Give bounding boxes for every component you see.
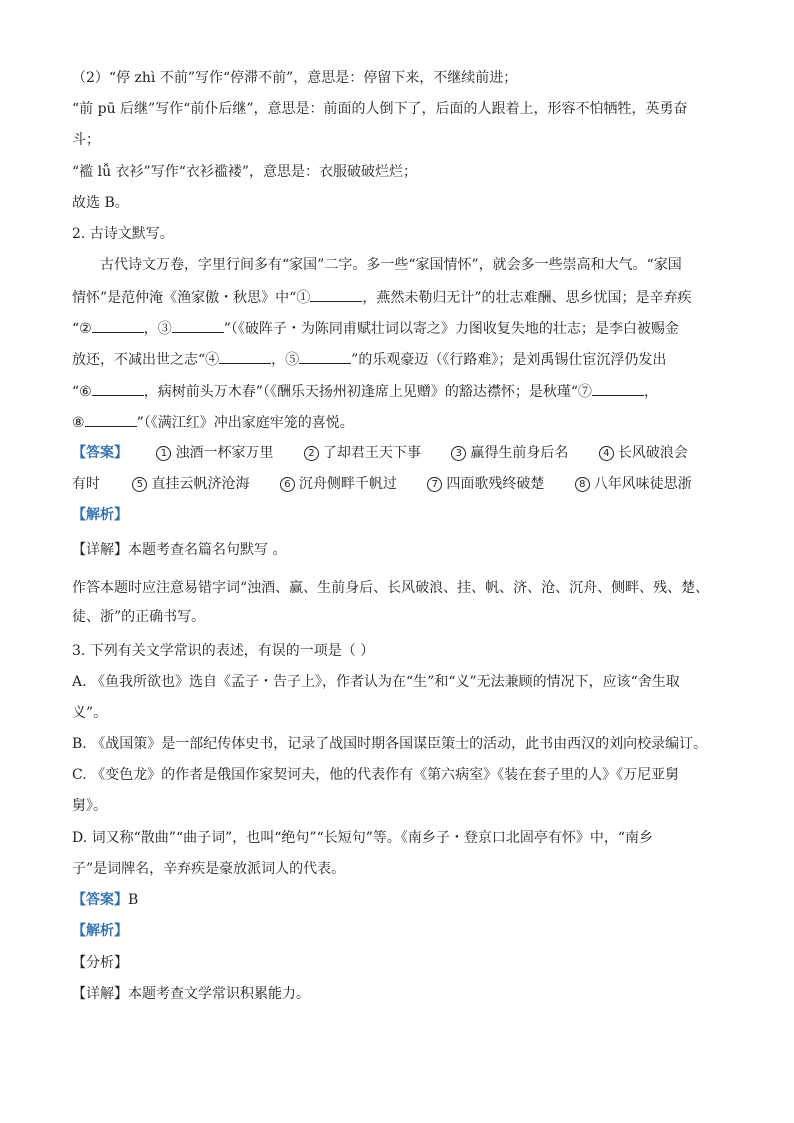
text-line [72,381,658,402]
text-span: ，燕然未勒归无计”的壮志难酬、思乡忧国；是辛弃疾 [362,290,692,306]
circled-number: 8 [575,477,590,492]
text-line: 故选 B。 [72,195,129,211]
answer-text: 赢得生前身后名 [470,445,569,461]
text-span: 情怀”是范仲淹《渔家傲・秋思》中“① [72,290,311,306]
detail-tag: 【详解】 [72,542,128,558]
option-d: D. 词又称“散曲”“曲子词”，也叫“绝句”“长短句”等。《南乡子・登京口北固亭有怀》中，“南乡 [72,830,654,846]
detail-text: 本题考查文学常识积累能力。 [128,986,310,1002]
fill-blank [219,349,271,364]
text-span: ”（《破阵子・为陈同甫赋壮词以寄之》力图收复失地的壮志；是李白被赐金 [223,321,679,337]
answer-item [156,443,273,463]
circled-number: 6 [280,477,295,492]
answer-text: 了却君王天下事 [322,445,421,461]
answer-item [280,474,397,494]
text-span: ，③ [143,321,172,337]
text-line: 徒、浙”的正确书写。 [72,609,206,625]
answer-text: 浊酒一杯家万里 [175,445,274,461]
answer-text: B [128,892,139,908]
text-span: “⑥ [72,384,92,400]
answer-item [304,443,421,463]
fill-blank [92,318,144,333]
text-line: 斗； [72,132,100,148]
circled-number: 2 [304,446,319,461]
fill-blank [299,349,351,364]
answer-text: 直挂云帆济沧海 [151,476,250,492]
circled-number: 1 [156,446,171,461]
fill-blank [92,381,144,396]
answer-item [451,443,568,463]
text-line [72,984,310,1004]
answer-item [575,476,692,492]
text-line [72,318,679,339]
text-line [72,349,666,370]
circled-number: 4 [599,446,614,461]
answer-tag: 【答案】 [72,445,128,461]
answer-text: 有时 [72,476,100,492]
analysis-tag: 【解析】 [72,923,128,939]
answer-line [72,443,688,463]
text-line: （2）“停 zhì 不前”写作“停滞不前”，意思是：停留下来，不继续前进； [72,70,518,86]
text-span: 放还，不减出世之志“④ [72,352,220,368]
answer-item [132,474,249,494]
text-span: ， [644,384,659,400]
text-span: ”（《满江红》冲出家庭牢笼的喜悦。 [136,415,354,431]
text-line [72,412,354,433]
text-line: 古代诗文万卷，字里行间多有“家国”二字。多一些“家国情怀”，就会多一些崇高和大气。“家国 [100,257,682,273]
answer-text: 八年风味徒思浙 [593,476,692,492]
question-title: 2. 古诗文默写。 [72,226,174,242]
answer-item [427,474,544,494]
text-line: “褴 lǚ 衣衫”写作“衣衫褴褛”，意思是：衣服破破烂烂； [72,164,418,180]
circled-number: 3 [451,446,466,461]
fill-blank [172,318,224,333]
answer-item [599,445,688,461]
option-c: C. 《变色龙》的作者是俄国作家契诃夫，他的代表作有《第六病室》《装在套子里的人》《万尼亚舅 [72,767,680,783]
option-c-cont: 舅》。 [72,798,107,814]
analysis-sub-tag: 【分析】 [72,955,128,971]
text-span: ，⑤ [271,352,300,368]
answer-line [72,474,692,494]
fill-blank [85,412,137,427]
circled-number: 5 [132,477,147,492]
answer-line [72,890,138,910]
answer-text: 四面歌残终破楚 [446,476,545,492]
text-line: 作答本题时应注意易错字词“浊酒、赢、生前身后、长风破浪、挂、帆、济、沧、沉舟、侧畔、残、楚、 [72,580,710,596]
text-line [72,540,286,560]
question-title: 3. 下列有关文学常识的表述，有误的一项是（ ） [72,643,375,659]
option-a: A. 《鱼我所欲也》选自《孟子・告子上》，作者认为在“生”和“义”无法兼顾的情况下，应该“舍生取 [72,674,680,690]
detail-tag: 【详解】 [72,986,128,1002]
answer-tag: 【答案】 [72,892,128,908]
answer-text: 沉舟侧畔千帆过 [298,476,397,492]
text-line: “前 pū 后继”写作“前仆后继”，意思是：前面的人倒下了，后面的人跟着上，形容不怕牺牲，英勇奋 [72,101,688,117]
analysis-tag: 【解析】 [72,507,128,523]
text-span: ⑧ [72,415,85,431]
detail-text: 本题考查名篇名句默写 。 [128,542,287,558]
option-d-cont: 子”是词牌名，辛弃疾是豪放派词人的代表。 [72,861,346,877]
answer-text: 长风破浪会 [617,445,688,461]
text-line [72,287,691,308]
text-span: “② [72,321,92,337]
option-a-cont: 义”。 [72,705,108,721]
option-b: B. 《战国策》是一部纪传体史书，记录了战国时期各国谋臣策士的活动，此书由西汉的刘向校录编订。 [72,736,708,752]
text-span: ，病树前头万木春”（《酬乐天扬州初逢席上见赠》的豁达襟怀；是秋瑾“⑦ [143,384,593,400]
fill-blank [592,381,644,396]
circled-number: 7 [427,477,442,492]
fill-blank [310,287,362,302]
text-span: ”的乐观豪迈（《行路难》；是刘禹锡仕宦沉浮仍发出 [351,352,667,368]
